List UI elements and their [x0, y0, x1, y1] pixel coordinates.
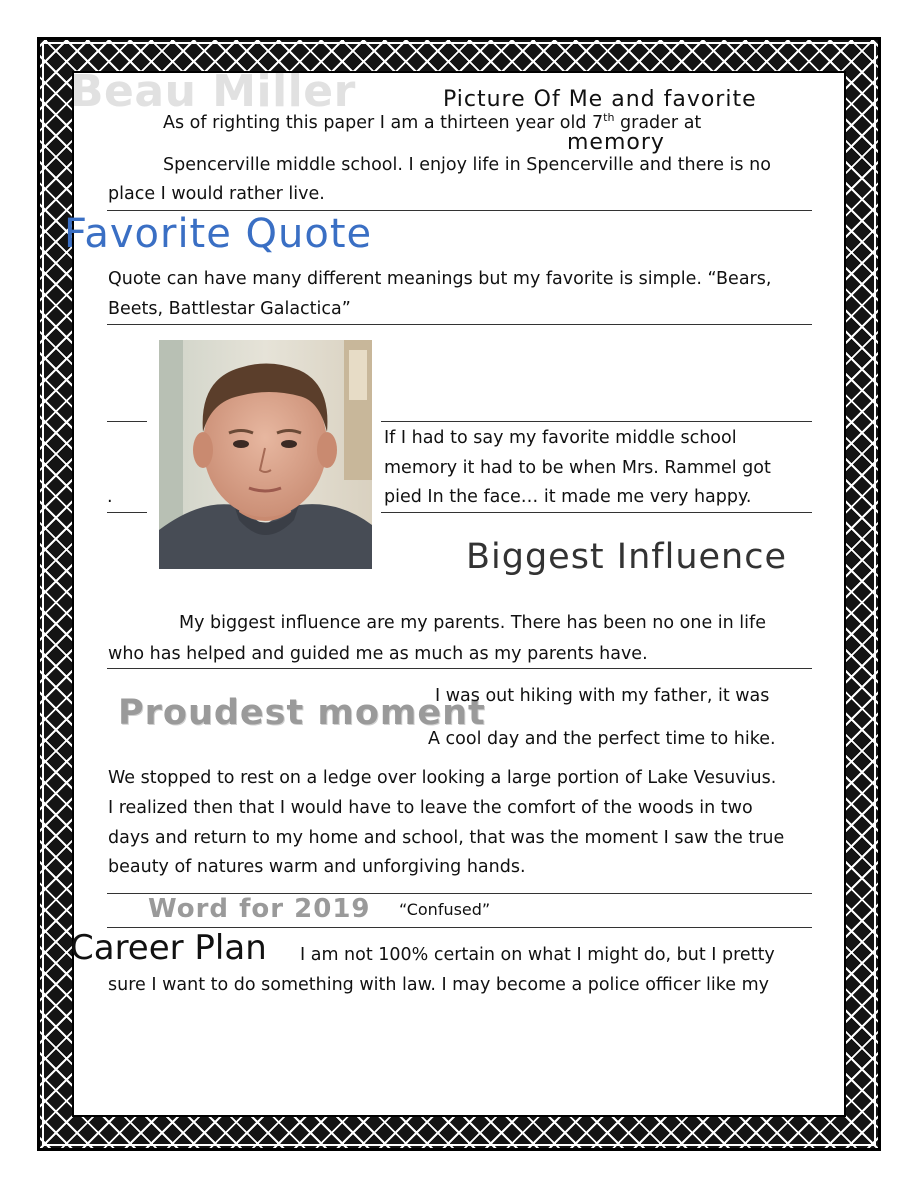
- proudest-moment-heading: Proudest moment: [118, 693, 486, 733]
- career-line-1: I am not 100% certain on what I might do, but I pretty: [300, 945, 775, 965]
- memory-line-2: memory it had to be when Mrs. Rammel got: [384, 458, 771, 478]
- proudest-line-2: A cool day and the perfect time to hike.: [428, 729, 776, 749]
- career-plan-heading: Career Plan: [70, 928, 267, 968]
- quote-line-2: Beets, Battlestar Galactica”: [108, 299, 351, 319]
- word-for-year-value: “Confused”: [399, 900, 491, 919]
- biggest-influence-heading: Biggest Influence: [466, 537, 788, 577]
- divider: [381, 512, 812, 513]
- portrait-photo: [159, 340, 372, 569]
- intro-line-2: Spencerville middle school. I enjoy life in Spencerville and there is no: [163, 155, 771, 175]
- proudest-line-1: I was out hiking with my father, it was: [435, 686, 770, 706]
- divider: [381, 421, 812, 422]
- picture-heading-line2: memory: [567, 130, 665, 155]
- career-line-2: sure I want to do something with law. I may become a police officer like my: [108, 975, 769, 995]
- favorite-quote-heading: Favorite Quote: [64, 211, 373, 257]
- short-divider: [107, 512, 147, 513]
- word-for-year-heading: Word for 2019: [148, 894, 371, 924]
- proudest-line-3: We stopped to rest on a ledge over looking a large portion of Lake Vesuvius.: [108, 768, 777, 788]
- divider: [107, 324, 812, 325]
- proudest-line-6: beauty of natures warm and unforgiving hands.: [108, 857, 526, 877]
- influence-line-1: My biggest influence are my parents. There has been no one in life: [179, 613, 766, 633]
- memory-line-1: If I had to say my favorite middle school: [384, 428, 737, 448]
- proudest-line-5: days and return to my home and school, that was the moment I saw the true: [108, 828, 785, 848]
- divider: [107, 668, 812, 669]
- influence-line-2: who has helped and guided me as much as my parents have.: [108, 644, 648, 664]
- picture-heading: Picture Of Me and favorite: [443, 87, 757, 112]
- intro-line-1: As of righting this paper I am a thirteen year old 7th grader at: [163, 111, 702, 133]
- quote-line-1: Quote can have many different meanings but my favorite is simple. “Bears,: [108, 269, 772, 289]
- stray-dot: .: [107, 487, 113, 507]
- short-divider: [107, 421, 147, 422]
- student-name: Beau Miller: [70, 66, 356, 117]
- memory-line-3: pied In the face… it made me very happy.: [384, 487, 752, 507]
- intro-line-3: place I would rather live.: [108, 184, 325, 204]
- proudest-line-4: I realized then that I would have to leave the comfort of the woods in two: [108, 798, 753, 818]
